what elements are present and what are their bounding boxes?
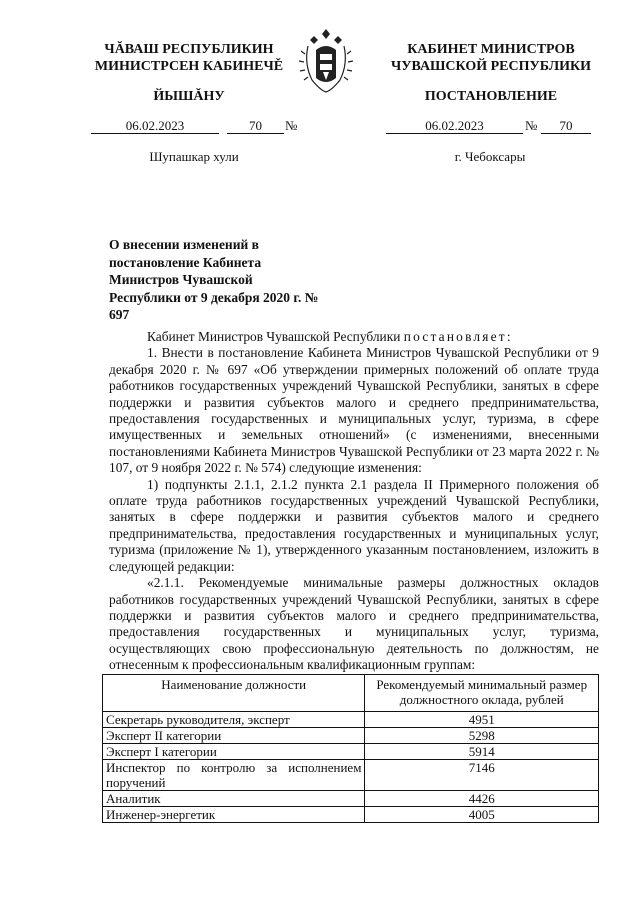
salary-value: 7146 — [365, 760, 599, 791]
position-name: Секретарь руководителя, эксперт — [103, 712, 365, 728]
right-number-field: 70 — [541, 118, 591, 134]
position-name: Аналитик — [103, 791, 365, 807]
header-right-title — [376, 41, 606, 75]
left-number-sign: № — [285, 118, 298, 133]
table-header-row — [103, 675, 599, 712]
salary-value: 5914 — [365, 744, 599, 760]
document-subject: О внесении изменений в постановление Кабинета Министров Чувашской Республики от 9 декабря 2020 г. № 697 — [109, 237, 319, 322]
paragraph-2: 1) подпункты 2.1.1, 2.1.2 пункта 2.1 раздела II Примерного положения об оплате труда работников государственных учреждений Чувашской Республики, занятых в сфере поддержки и развития субъектов малого и среднего предпринимательства, предоставления государственных и муниципальных услуг, туризма (приложение № 1), утвержденного указанным постановлением, изложить в следующей редакции: — [109, 476, 599, 574]
left-number-field: 70 — [227, 118, 284, 134]
table-row — [103, 807, 599, 823]
table-row — [103, 744, 599, 760]
position-name: Инспектор по контролю за исполнением поручений — [103, 760, 365, 791]
column-header-salary: Рекомендуемый минимальный размер должностного оклада, рублей — [365, 675, 599, 712]
position-name: Эксперт II категории — [103, 728, 365, 744]
header-right-doctype: ПОСТАНОВЛЕНИЕ — [424, 89, 558, 104]
right-number-sign: № — [525, 118, 538, 133]
city-right: г. Чебоксары — [454, 149, 526, 164]
header-right-line1: КАБИНЕТ МИНИСТРОВ — [407, 42, 575, 57]
salary-value: 4426 — [365, 791, 599, 807]
table-row — [103, 728, 599, 744]
chuvash-emblem-icon — [296, 24, 356, 96]
position-name: Инженер-энергетик — [103, 807, 365, 823]
column-header-position: Наименование должности — [103, 675, 365, 712]
paragraph-1: 1. Внести в постановление Кабинета Министров Чувашской Республики от 9 декабря 2020 г. № 697 «Об утверждении примерных положений об оплате труда работников государственных учреждений Чувашской Республики, занятых в сфере поддержки и развития субъектов малого и среднего предпринимательства, предоставления государственных и муниципальных услуг, туризма, в сфере имущественных и земельных отношений» (с изменениями, внесенными постановлениями Кабинета Министров Чувашской Республики от 23 марта 2022 г. № 107, от 9 ноября 2022 г. № 574) следующие изменения: — [109, 345, 599, 476]
intro-keyword: постановляет: — [403, 329, 513, 344]
city-left: Шупашкар хули — [149, 149, 239, 164]
header-left-line1: ЧĂВАШ РЕСПУБЛИКИН — [104, 42, 274, 57]
header-left-line2: МИНИСТРСЕН КАБИНЕЧĚ — [94, 59, 284, 74]
header-right-line2: ЧУВАШСКОЙ РЕСПУБЛИКИ — [390, 59, 592, 74]
left-date-field: 06.02.2023 — [91, 118, 219, 134]
header-left-title — [84, 41, 294, 75]
salary-value: 4951 — [365, 712, 599, 728]
header-left-doctype: ЙЫШĂНУ — [153, 89, 225, 104]
document-body — [109, 329, 599, 674]
salary-value: 5298 — [365, 728, 599, 744]
paragraph-3: «2.1.1. Рекомендуемые минимальные размеры должностных окладов работников государственных учреждений Чувашской Республики, занятых в сфере поддержки и развития субъектов малого и среднего предпринимательства, предоставления государственных и муниципальных услуг, туризма, осуществляющих свою профессиональную деятельность по должностям, не отнесенным к профессиональным квалификационным группам: — [109, 575, 599, 673]
salary-table — [102, 674, 599, 823]
salary-value: 4005 — [365, 807, 599, 823]
table-row — [103, 760, 599, 791]
table-row — [103, 712, 599, 728]
position-name: Эксперт I категории — [103, 744, 365, 760]
table-row — [103, 791, 599, 807]
right-date-field: 06.02.2023 — [386, 118, 523, 134]
intro-paragraph: Кабинет Министров Чувашской Республики постановляет: — [147, 329, 513, 344]
